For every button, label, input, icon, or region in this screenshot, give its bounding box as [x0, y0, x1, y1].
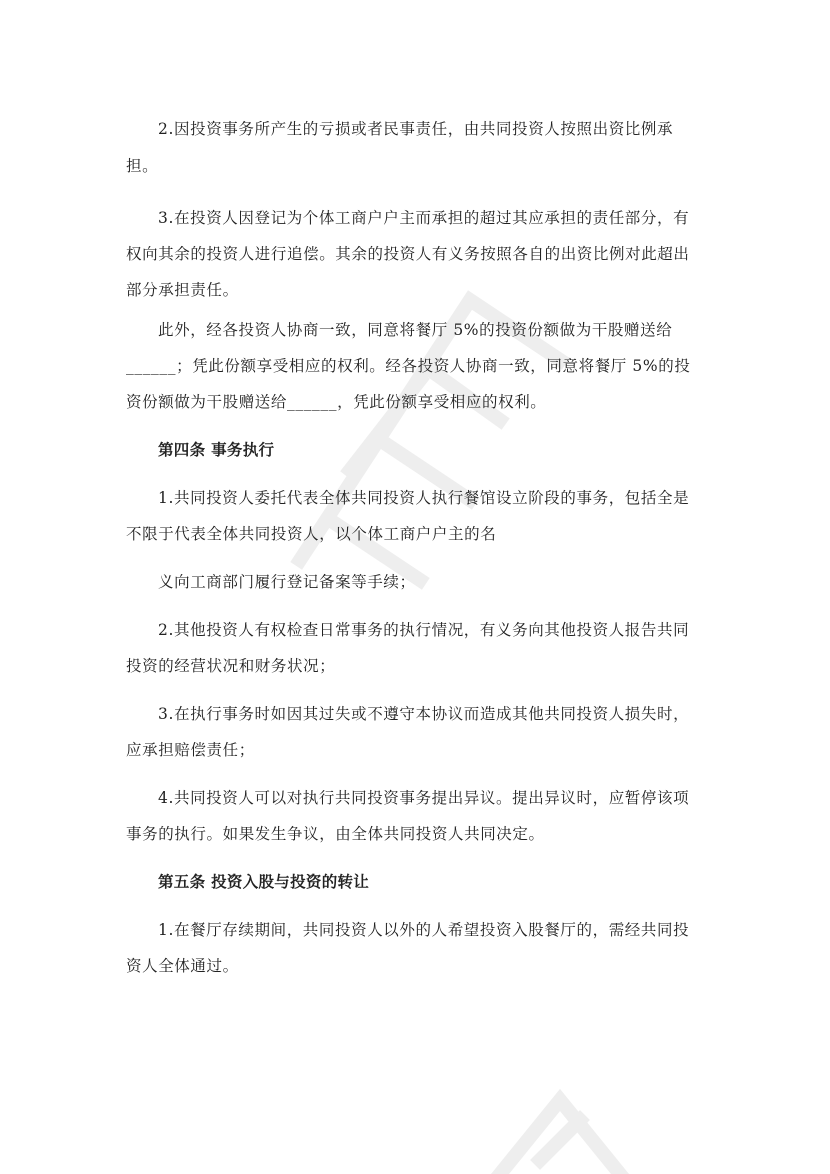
clause-3-3-line-1: 3.在投资人因登记为个体工商户户主而承担的超过其应承担的责任部分，有 [158, 209, 690, 227]
bonus-share-line-2: ______；凭此份额享受相应的权利。经各投资人协商一致，同意将餐厅 5%的投 [126, 357, 691, 375]
clause-4-4-line-1: 4.共同投资人可以对执行共同投资事务提出异议。提出异议时，应暂停该项 [158, 789, 690, 807]
clause-4-1-line-2: 不限于代表全体共同投资人，以个体工商户户主的名 [126, 525, 497, 543]
clause-3-3-line-3: 部分承担责任。 [126, 281, 239, 299]
clause-3-2-line-2: 担。 [126, 157, 159, 175]
clause-4-3-line-1: 3.在执行事务时如因其过失或不遵守本协议而造成其他共同投资人损失时， [158, 705, 690, 723]
clause-5-1-line-2: 资人全体通过。 [126, 957, 239, 975]
clause-4-2-line-1: 2.其他投资人有权检查日常事务的执行情况，有义务向其他投资人报告共同 [158, 621, 690, 639]
clause-3-3-line-2: 权向其余的投资人进行追偿。其余的投资人有义务按照各自的出资比例对此超出 [126, 245, 690, 263]
clause-4-4-line-2: 事务的执行。如果发生争议，由全体共同投资人共同决定。 [126, 825, 545, 843]
clause-4-1-line-3: 义向工商部门履行登记备案等手续； [158, 573, 416, 591]
clause-4-2-line-2: 投资的经营状况和财务状况； [126, 657, 336, 675]
clause-5-1-line-1: 1.在餐厅存续期间，共同投资人以外的人希望投资入股餐厅的，需经共同投 [158, 921, 690, 939]
section-5-heading: 第五条 投资入股与投资的转让 [158, 873, 370, 891]
section-4-heading: 第四条 事务执行 [158, 441, 275, 459]
clause-4-1-line-1: 1.共同投资人委托代表全体共同投资人执行餐馆设立阶段的事务，包括全是 [158, 489, 690, 507]
clause-4-3-line-2: 应承担赔偿责任； [126, 741, 255, 759]
bonus-share-line-3: 资份额做为干股赠送给______，凭此份额享受相应的权利。 [126, 393, 547, 411]
bonus-share-line-1: 此外，经各投资人协商一致，同意将餐厅 5%的投资份额做为干股赠送给 [158, 321, 673, 339]
clause-3-2-line-1: 2.因投资事务所产生的亏损或者民事责任，由共同投资人按照出资比例承 [158, 120, 674, 138]
